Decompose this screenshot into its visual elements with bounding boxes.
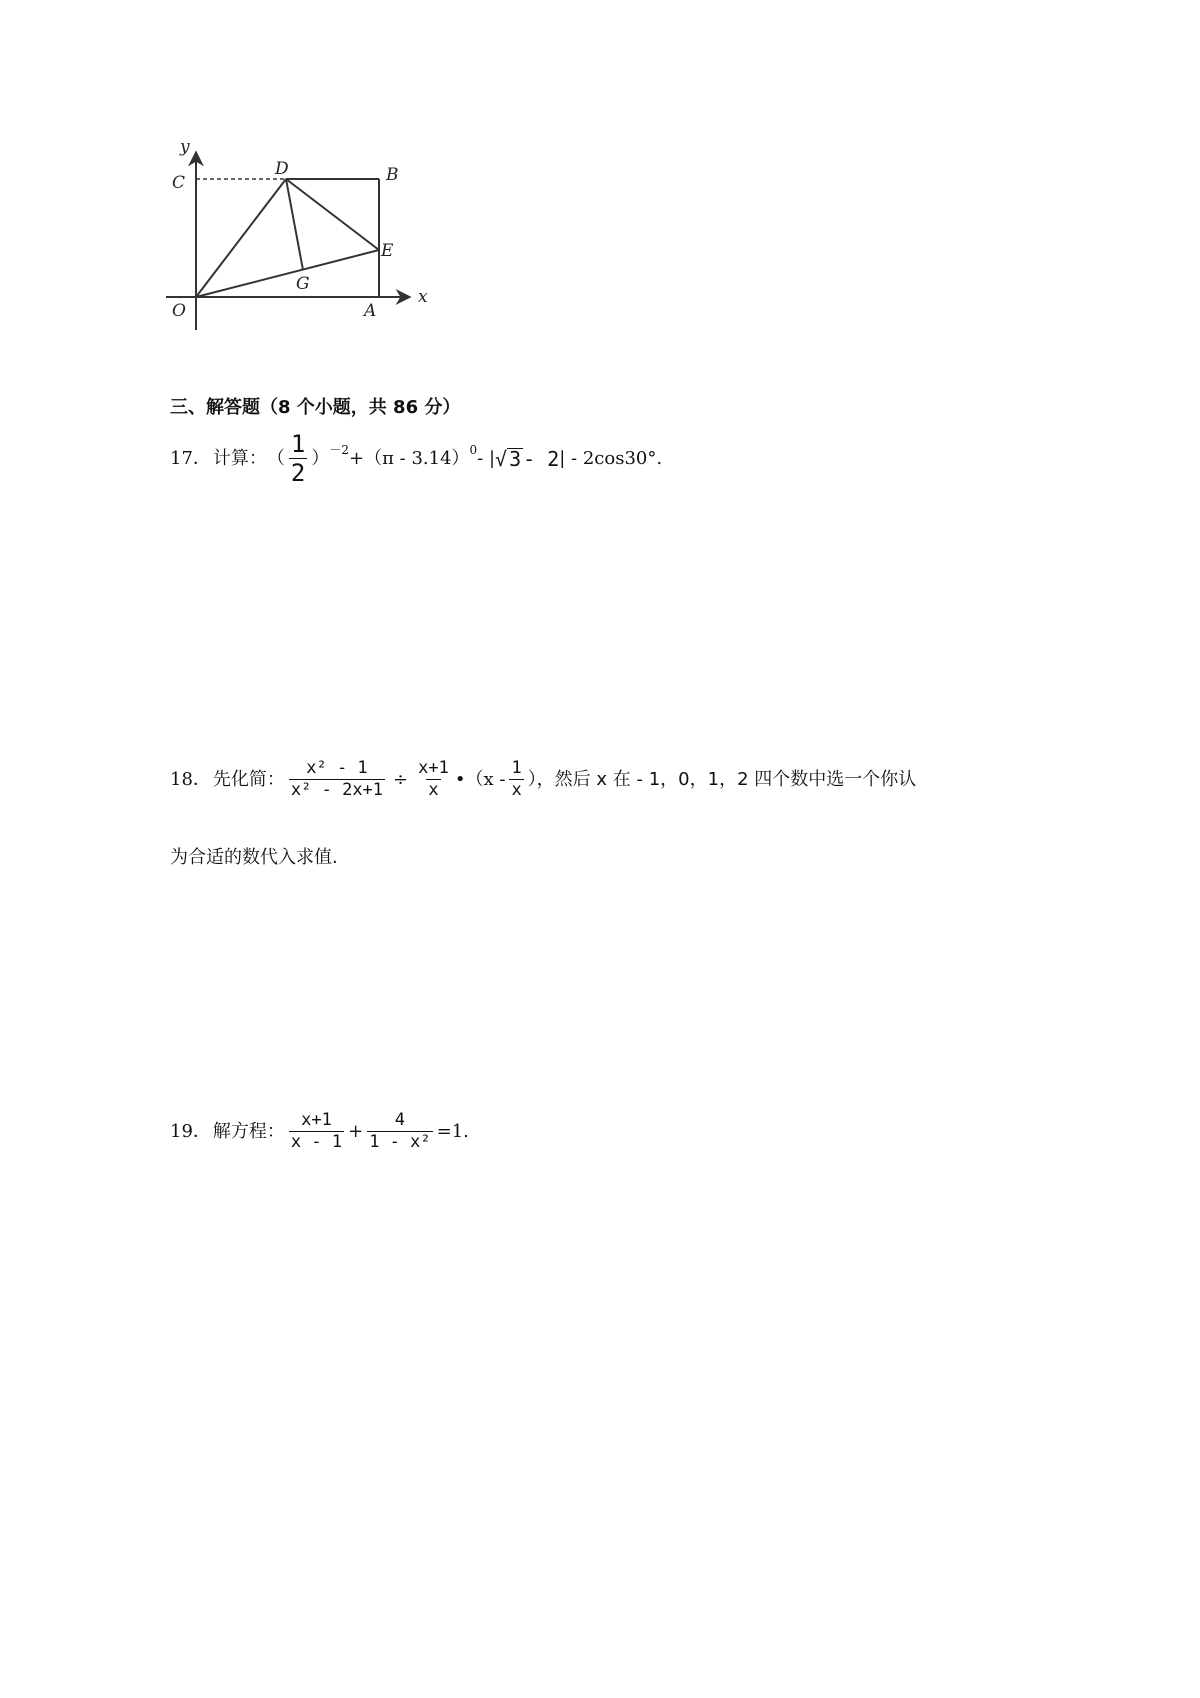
label-a: A (364, 301, 377, 321)
label-o: O (172, 301, 186, 321)
question-label: 解方程： (212, 1120, 285, 1142)
question-18: 18． 先化简： $\frac{\text{x² - 1}}{\text{x² - 2x+1}}$ ÷ $\frac{x+1}{x}$ • （x - $\frac{1}{x}$ ），然后 x 在 - 1，0，1，2 四个数中选一个你认 (170, 758, 917, 800)
question-number: 18． (170, 768, 211, 790)
fraction-one-half: $\frac{1}{2}$ (290, 430, 306, 487)
sqrt-expression: √ 3 - 2 (495, 446, 560, 471)
exponent: －2 (329, 442, 349, 457)
segment-oe (196, 250, 379, 297)
question-label: 计算： (212, 447, 267, 469)
question-19: 19． 解方程： $\frac{x+1}{x - 1}$ + $\frac{4}{\text{1 - x²}}$ =1. (170, 1110, 469, 1152)
fraction-2: $\frac{4}{\text{1 - x²}}$ (369, 1110, 431, 1152)
segment-de (286, 179, 379, 250)
geometry-figure (160, 132, 450, 332)
question-17: 17． 计算： （ $\frac{1}{2}$ ） －2 + （π - 3.14） 0 - | √ 3 - 2 | - 2cos30°. (170, 430, 663, 487)
question-number: 17． (170, 447, 211, 469)
label-c: C (172, 173, 186, 193)
exponent: 0 (469, 442, 478, 457)
label-g: G (296, 274, 310, 294)
fraction-3: $\frac{1}{x}$ (511, 758, 522, 800)
label-e: E (381, 241, 394, 261)
question-label: 先化简： (212, 768, 285, 790)
question-number: 19． (170, 1120, 211, 1142)
label-x: x (418, 287, 428, 307)
segment-dg (286, 179, 303, 270)
fraction-1: $\frac{x+1}{x - 1}$ (290, 1110, 343, 1152)
question-18-continuation: 为合适的数代入求值. (170, 847, 338, 868)
section-title: 三、解答题（8 个小题，共 86 分） (170, 397, 461, 418)
radical-icon: √ (495, 446, 508, 471)
segment-od (196, 179, 286, 297)
fraction-1: $\frac{\text{x² - 1}}{\text{x² - 2x+1}}$ (290, 758, 384, 800)
label-y: y (180, 137, 190, 157)
label-d: D (275, 159, 289, 179)
label-b: B (386, 165, 399, 185)
fraction-2: $\frac{x+1}{x}$ (418, 758, 449, 800)
